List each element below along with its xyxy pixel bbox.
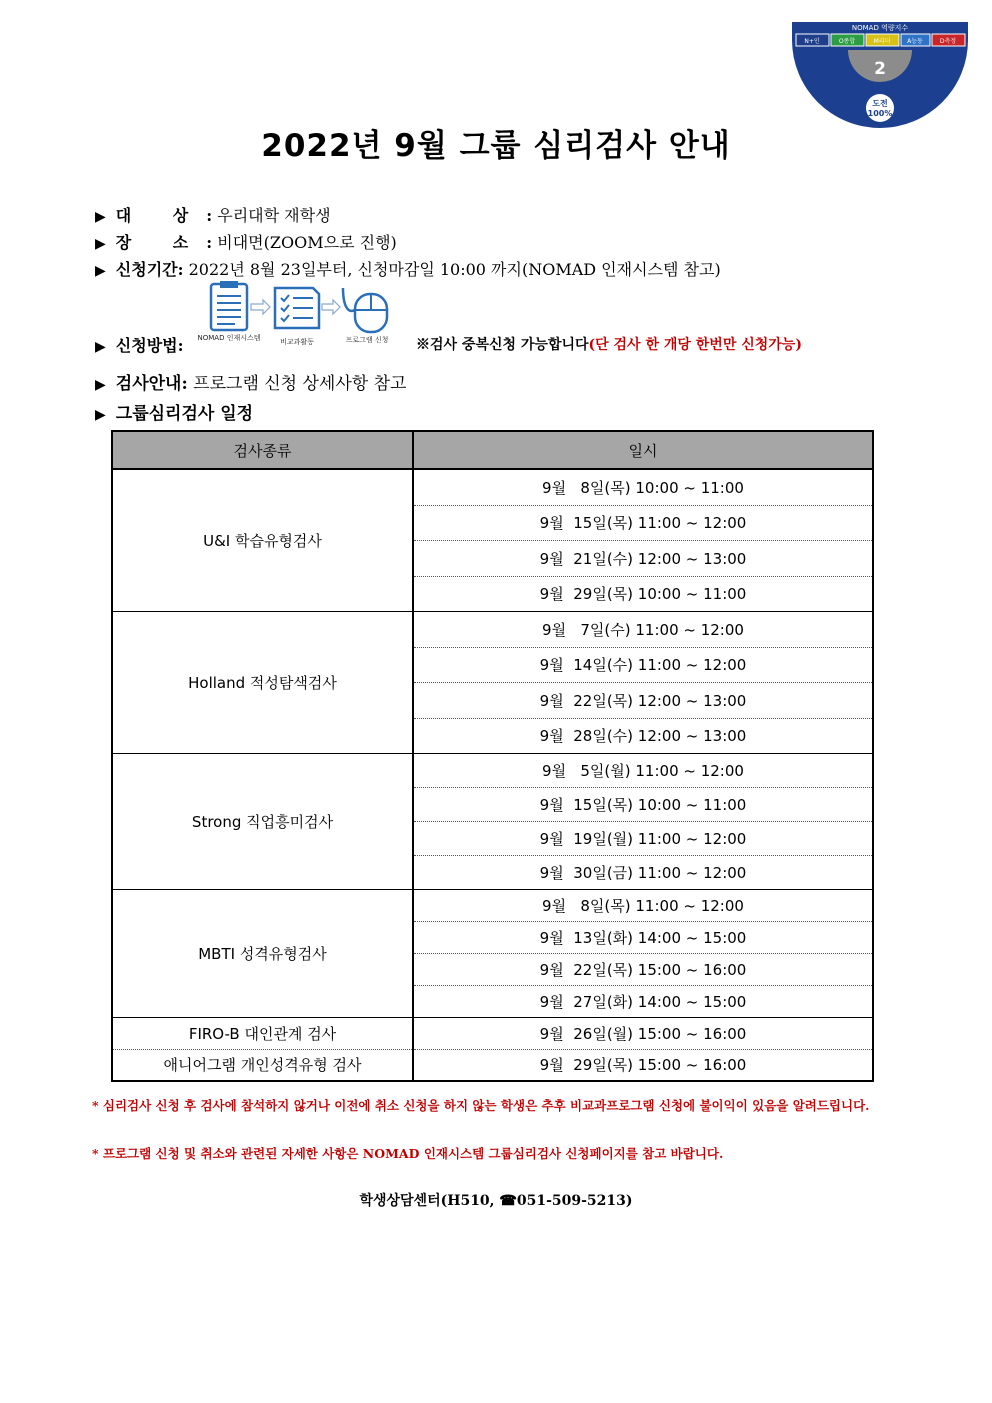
date-cell: 9월 15일(목) 10:00 ~ 11:00 (413, 787, 873, 821)
date-cell: 9월 30일(금) 11:00 ~ 12:00 (413, 855, 873, 889)
bullet-arrow-icon: ▶ (95, 407, 106, 423)
footnote-penalty: * 심리검사 신청 후 검사에 참석하지 않거나 이전에 취소 신청을 하지 않는 학생은 추후 비교과프로그램 신청에 불이익이 있음을 알려드립니다. (92, 1098, 870, 1113)
table-row (112, 611, 873, 647)
footnote-details: * 프로그램 신청 및 취소와 관련된 자세한 사항은 NOMAD 인재시스템 그룹심리검사 신청페이지를 참고 바랍니다. (92, 1146, 724, 1161)
mouse-icon (343, 288, 387, 332)
info-target: ▶ 대 상: 우리대학 재학생 (95, 203, 331, 226)
bullet-arrow-icon: ▶ (95, 209, 106, 225)
info-schedule (95, 399, 253, 424)
logo-top-text: NOMAD 역량지수 (851, 24, 909, 32)
table-row (112, 1017, 873, 1049)
date-cell: 9월 7일(수) 11:00 ~ 12:00 (413, 611, 873, 647)
bullet-arrow-icon: ▶ (95, 377, 106, 393)
logo-seg-a-label: A능동 (907, 38, 923, 45)
step-2-caption: 비교과활동 (280, 338, 314, 346)
bullet-arrow-icon: ▶ (95, 263, 106, 279)
table-row (112, 469, 873, 505)
date-cell: 9월 27일(화) 14:00 ~ 15:00 (413, 985, 873, 1017)
method-note-red: (단 검사 한 개당 한번만 신청가능) (588, 337, 802, 353)
date-cell: 9월 15일(목) 11:00 ~ 12:00 (413, 505, 873, 540)
test-name-ui: U&I 학습유형검사 (112, 469, 413, 611)
date-cell: 9월 29일(목) 10:00 ~ 11:00 (413, 576, 873, 611)
schedule-label: 그룹심리검사 일정 (115, 404, 254, 424)
date-cell: 9월 22일(목) 15:00 ~ 16:00 (413, 953, 873, 985)
clipboard-icon (211, 281, 247, 330)
date-cell: 9월 5일(월) 11:00 ~ 12:00 (413, 753, 873, 787)
test-name-enneagram: 애니어그램 개인성격유형 검사 (112, 1049, 413, 1081)
date-cell: 9월 14일(수) 11:00 ~ 12:00 (413, 647, 873, 682)
target-value: 우리대학 재학생 (217, 206, 331, 225)
info-method: ▶ 신청방법: (95, 333, 184, 356)
date-cell: 9월 29일(목) 15:00 ~ 16:00 (413, 1049, 873, 1081)
step-arrow-icon (322, 300, 340, 314)
date-cell: 9월 26일(월) 15:00 ~ 16:00 (413, 1017, 873, 1049)
info-place: ▶ 장 소: 비대면(ZOOM으로 진행) (95, 230, 397, 253)
period-value: 2022년 8월 23일부터, 신청마감일 10:00 까지(NOMAD 인재시스템 참고) (188, 260, 721, 279)
table-row (112, 1049, 873, 1081)
logo-seg-o-label: O종합 (838, 38, 856, 45)
test-name-strong: Strong 직업흥미검사 (112, 753, 413, 889)
method-label: 신청방법 (115, 336, 178, 355)
bullet-arrow-icon: ▶ (95, 236, 106, 252)
guide-value: 프로그램 신청 상세사항 참고 (193, 374, 407, 394)
logo-seg-n-label: N+인 (804, 38, 820, 45)
application-steps (197, 280, 405, 354)
place-label: 장 소 (115, 233, 207, 252)
date-cell: 9월 19일(월) 11:00 ~ 12:00 (413, 821, 873, 855)
date-cell: 9월 13일(화) 14:00 ~ 15:00 (413, 921, 873, 953)
date-cell: 9월 21일(수) 12:00 ~ 13:00 (413, 540, 873, 576)
date-cell: 9월 8일(목) 10:00 ~ 11:00 (413, 469, 873, 505)
header-datetime: 일시 (413, 431, 873, 469)
test-name-firob: FIRO-B 대인관계 검사 (112, 1017, 413, 1049)
step-arrow-icon (251, 300, 270, 314)
method-note-text: ※검사 중복신청 가능합니다 (416, 337, 589, 353)
schedule-table (111, 430, 874, 1082)
test-name-mbti: MBTI 성격유형검사 (112, 889, 413, 1017)
page-title: 2022년 9월 그룹 심리검사 안내 (261, 128, 731, 164)
date-cell: 9월 8일(목) 11:00 ~ 12:00 (413, 889, 873, 921)
test-name-holland: Holland 적성탐색검사 (112, 611, 413, 753)
logo-badge-line2: 100% (867, 109, 893, 118)
target-label: 대 상 (115, 206, 207, 225)
logo-level: 2 (874, 59, 886, 79)
table-row (112, 753, 873, 787)
date-cell: 9월 28일(수) 12:00 ~ 13:00 (413, 718, 873, 753)
info-period: ▶ 신청기간: 2022년 8월 23일부터, 신청마감일 10:00 까지(NOMAD 인재시스템 참고) (95, 257, 721, 280)
logo-seg-d-label: D측정 (939, 38, 957, 45)
logo-badge-line1: 도전 (872, 99, 888, 108)
guide-label: 검사안내 (115, 374, 182, 394)
info-guide: ▶ 검사안내: 프로그램 신청 상세사항 참고 (95, 369, 406, 394)
bullet-arrow-icon: ▶ (95, 339, 106, 355)
table-header-row (112, 431, 873, 469)
period-label: 신청기간 (115, 260, 178, 279)
place-value: 비대면(ZOOM으로 진행) (217, 233, 397, 252)
logo-seg-m-label: M리더 (873, 38, 891, 45)
method-note (416, 334, 802, 354)
date-cell: 9월 22일(목) 12:00 ~ 13:00 (413, 682, 873, 718)
contact-info: 학생상담센터(H510, ☎051-509-5213) (359, 1193, 633, 1209)
step-3-caption: 프로그램 신청 (345, 336, 389, 344)
checklist-icon (275, 288, 319, 328)
step-1-caption: NOMAD 인재시스템 (197, 334, 261, 342)
table-row (112, 889, 873, 921)
header-test-type: 검사종류 (112, 431, 413, 469)
